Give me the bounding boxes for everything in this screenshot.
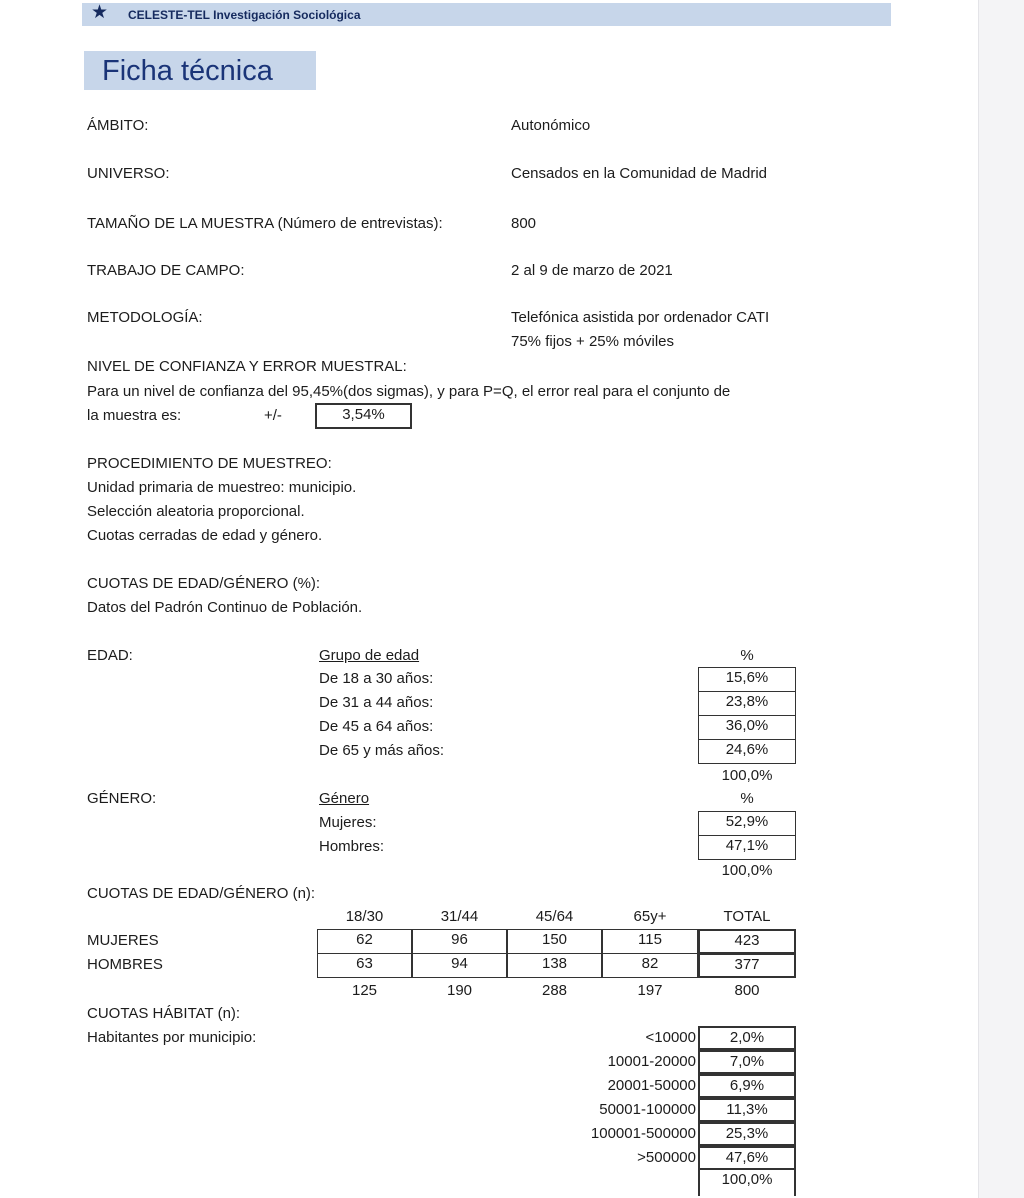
col-header: 18/30 [345, 908, 384, 925]
table-cell: 96 [412, 929, 507, 954]
table-cell-total: 423 [698, 929, 796, 954]
edad-row-value: 24,6% [698, 739, 796, 764]
column-total: 190 [446, 982, 473, 999]
edad-row-label: De 18 a 30 años: [319, 670, 434, 687]
column-total: 288 [541, 982, 568, 999]
error-box: 3,54% [315, 403, 412, 429]
confianza-line2: la muestra es: [87, 407, 182, 424]
genero-pct-header: % [740, 790, 754, 807]
habitat-label: Habitantes por municipio: [87, 1029, 257, 1046]
habitat-row-value: 7,0% [698, 1050, 796, 1074]
org-name: CELESTE-TEL Investigación Sociológica [128, 8, 361, 22]
page-title: Ficha técnica [102, 55, 273, 87]
edad-row-label: De 45 a 64 años: [319, 718, 434, 735]
habitat-row-label: 100001-500000 [590, 1125, 696, 1142]
procedimiento-line: Selección aleatoria proporcional. [87, 503, 305, 520]
habitat-row-value: 47,6% [698, 1146, 796, 1170]
habitat-row-label: >500000 [637, 1149, 696, 1166]
metodo-label: METODOLOGÍA: [87, 309, 203, 326]
habitat-row-value: 6,9% [698, 1074, 796, 1098]
habitat-row-label: 50001-100000 [599, 1101, 696, 1118]
edad-row-label: De 31 a 44 años: [319, 694, 434, 711]
col-header: 45/64 [535, 908, 574, 925]
row-label: MUJERES [87, 932, 159, 949]
habitat-row-value: 2,0% [698, 1026, 796, 1050]
ambito-label: ÁMBITO: [87, 117, 149, 134]
habitat-row-value: 25,3% [698, 1122, 796, 1146]
confianza-heading: NIVEL DE CONFIANZA Y ERROR MUESTRAL: [87, 358, 407, 375]
table-cell: 82 [602, 953, 698, 978]
row-label: HOMBRES [87, 956, 163, 973]
genero-row-value: 47,1% [698, 835, 796, 860]
col-header: TOTAL [723, 908, 771, 925]
col-header: 31/44 [440, 908, 479, 925]
header-banner [82, 3, 891, 26]
column-total: 197 [637, 982, 663, 999]
habitat-row-label: 10001-20000 [607, 1053, 696, 1070]
edad-group-header: Grupo de edad [319, 647, 420, 664]
page-edge [978, 0, 1024, 1198]
edad-row-value: 15,6% [698, 667, 796, 692]
plus-minus: +/- [264, 407, 282, 424]
table-cell-total: 377 [698, 953, 796, 978]
edad-total: 100,0% [721, 767, 773, 784]
universo-value: Censados en la Comunidad de Madrid [511, 165, 767, 182]
tamano-value: 800 [511, 215, 537, 232]
cuotas-pct-heading: CUOTAS DE EDAD/GÉNERO (%): [87, 575, 321, 592]
page-title-box [84, 51, 316, 90]
habitat-row-value: 11,3% [698, 1098, 796, 1122]
star-icon: ★ [91, 2, 109, 23]
habitat-row-label: 20001-50000 [607, 1077, 696, 1094]
genero-row-label: Mujeres: [319, 814, 377, 831]
tamano-label: TAMAÑO DE LA MUESTRA (Número de entrevistas): [87, 215, 443, 232]
habitat-row-label: <10000 [645, 1029, 696, 1046]
metodo-value-1: Telefónica asistida por ordenador CATI [511, 309, 770, 326]
table-cell: 115 [602, 929, 698, 954]
procedimiento-line: Cuotas cerradas de edad y género. [87, 527, 323, 544]
procedimiento-heading: PROCEDIMIENTO DE MUESTREO: [87, 455, 332, 472]
procedimiento-line: Unidad primaria de muestreo: municipio. [87, 479, 357, 496]
col-header: 65y+ [633, 908, 667, 925]
campo-label: TRABAJO DE CAMPO: [87, 262, 245, 279]
genero-row-label: Hombres: [319, 838, 385, 855]
genero-label: GÉNERO: [87, 790, 157, 807]
table-cell: 94 [412, 953, 507, 978]
column-total: 800 [734, 982, 760, 999]
edad-row-value: 36,0% [698, 715, 796, 740]
edad-row-label: De 65 y más años: [319, 742, 445, 759]
column-total: 125 [351, 982, 378, 999]
metodo-value-2: 75% fijos + 25% móviles [511, 333, 674, 350]
confianza-line1: Para un nivel de confianza del 95,45%(dos sigmas), y para P=Q, el error real para el conjunto de [87, 383, 731, 400]
edad-row-value: 23,8% [698, 691, 796, 716]
table-cell: 150 [507, 929, 602, 954]
cuotas-n-heading: CUOTAS DE EDAD/GÉNERO (n): [87, 885, 316, 902]
ambito-value: Autonómico [511, 117, 591, 134]
table-cell: 63 [317, 953, 412, 978]
genero-group-header: Género [319, 790, 370, 807]
genero-total: 100,0% [721, 862, 773, 879]
habitat-total: 100,0% [698, 1170, 796, 1196]
universo-label: UNIVERSO: [87, 165, 170, 182]
table-cell: 138 [507, 953, 602, 978]
table-cell: 62 [317, 929, 412, 954]
campo-value: 2 al 9 de marzo de 2021 [511, 262, 673, 279]
cuotas-pct-source: Datos del Padrón Continuo de Población. [87, 599, 363, 616]
edad-label: EDAD: [87, 647, 133, 664]
genero-row-value: 52,9% [698, 811, 796, 836]
edad-pct-header: % [740, 647, 754, 664]
habitat-heading: CUOTAS HÁBITAT (n): [87, 1005, 241, 1022]
